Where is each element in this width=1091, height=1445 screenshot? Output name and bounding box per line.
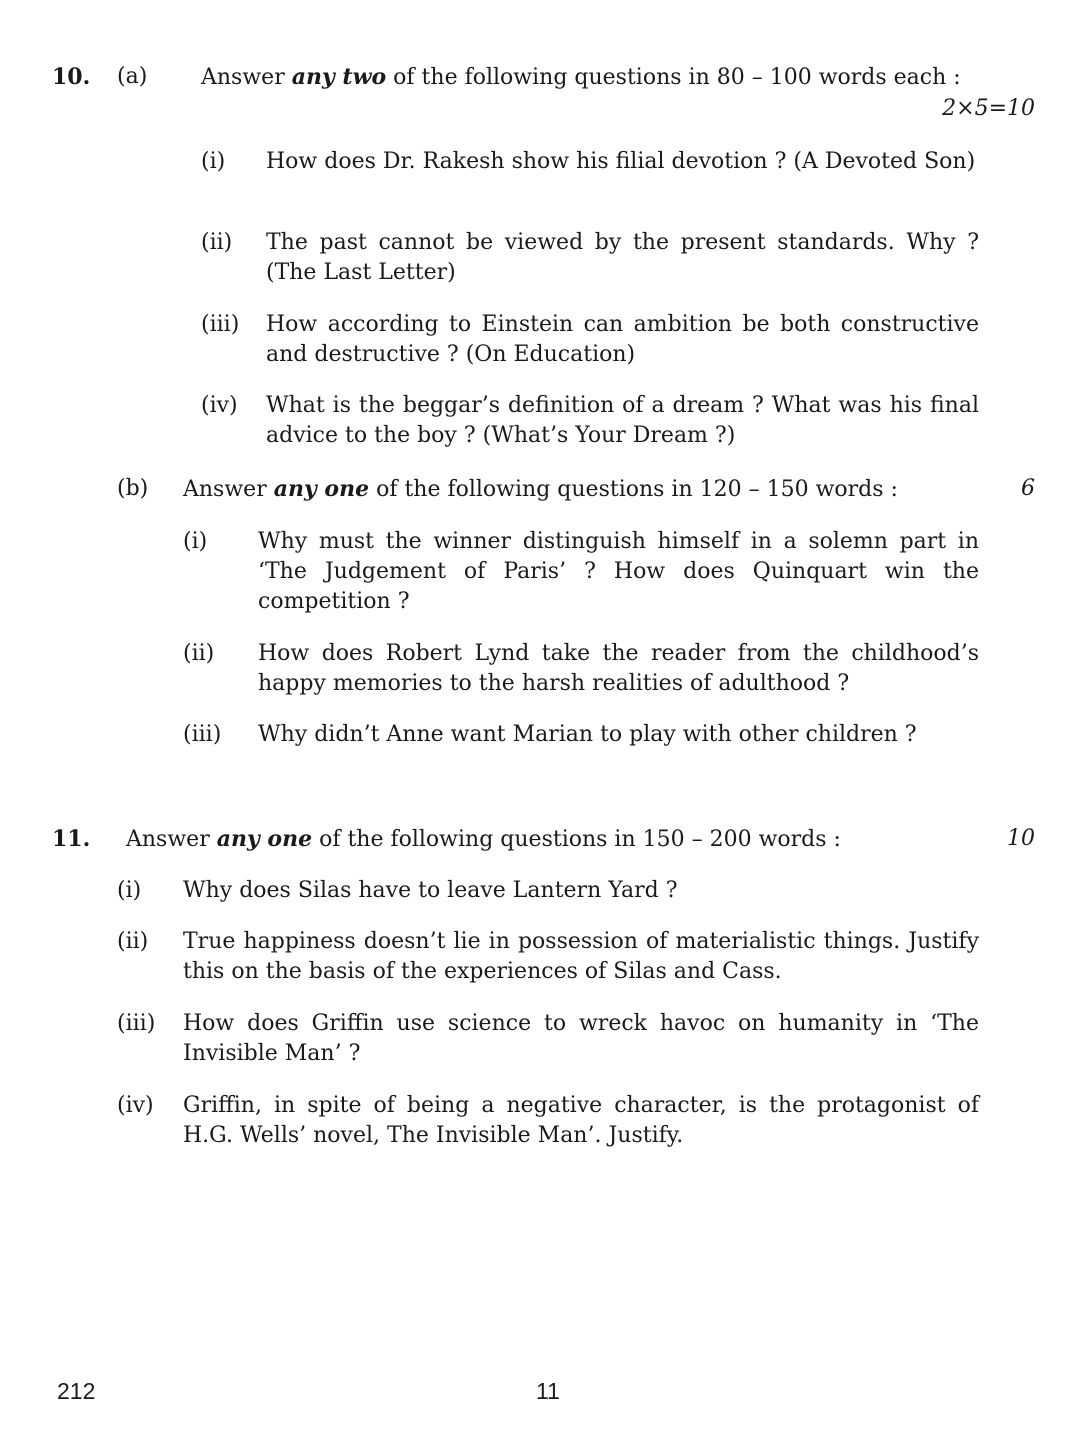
question-11-number: 11. (52, 826, 91, 852)
instruction-emphasis: any one (273, 476, 370, 502)
instruction-text: of the following questions in 150 – 200 words : (312, 827, 841, 852)
sub-question-text: How does Griffin use science to wreck havoc on humanity in ‘The Invisible Man’ ? (183, 1011, 979, 1066)
question-10a-marks: 2×5=10 (942, 96, 1035, 121)
question-10b-marks: 6 (1021, 476, 1035, 501)
sub-question-label: (i) (117, 878, 142, 903)
question-11-instruction (126, 824, 966, 855)
instruction-text: Answer (183, 477, 274, 502)
instruction-emphasis: any one (216, 826, 313, 852)
sub-question-text: The past cannot be viewed by the present standards. Why ? (The Last Letter) (266, 230, 979, 285)
instruction-text: Answer (201, 65, 292, 90)
sub-question-label: (ii) (183, 641, 215, 666)
sub-question-text: Why didn’t Anne want Marian to play with other children ? (258, 722, 917, 747)
instruction-text: of the following questions in 120 – 150 words : (369, 477, 898, 502)
sub-question-label: (iv) (201, 393, 238, 418)
question-10b-instruction (183, 474, 963, 505)
sub-question-text: How does Dr. Rakesh show his filial devotion ? (A Devoted Son) (266, 149, 976, 174)
question-11-marks: 10 (1007, 826, 1035, 851)
question-10-number: 10. (52, 64, 91, 90)
page-number: 11 (536, 1378, 560, 1404)
instruction-text: of the following questions in 80 – 100 words each : (386, 65, 961, 90)
sub-question-text: Why must the winner distinguish himself in a solemn part in ‘The Judgement of Paris’ ? How does Quinquart win the competition ? (258, 529, 979, 614)
question-10a-instruction (201, 62, 979, 93)
sub-question-text: How does Robert Lynd take the reader from the childhood’s happy memories to the harsh realities of adulthood ? (258, 641, 979, 696)
question-10b-label: (b) (117, 476, 149, 501)
sub-question-label: (iii) (201, 312, 240, 337)
sub-question-label: (i) (183, 529, 208, 554)
sub-question-text: How according to Einstein can ambition be both constructive and destructive ? (On Education) (266, 312, 979, 367)
sub-question-label: (iii) (117, 1011, 156, 1036)
sub-question-text: Griffin, in spite of being a negative character, is the protagonist of H.G. Wells’ novel, The Invisible Man’. Justify. (183, 1093, 979, 1148)
sub-question-text: Why does Silas have to leave Lantern Yard ? (183, 878, 678, 903)
question-10a-label: (a) (117, 64, 148, 89)
sub-question-text: What is the beggar’s definition of a dream ? What was his final advice to the boy ? (What’s Your Dream ?) (266, 393, 979, 448)
instruction-text: Answer (126, 827, 217, 852)
paper-code: 212 (57, 1378, 96, 1404)
sub-question-text: True happiness doesn’t lie in possession of materialistic things. Justify this on the basis of the experiences of Silas and Cass. (183, 929, 979, 984)
sub-question-label: (iv) (117, 1093, 154, 1118)
sub-question-label: (i) (201, 149, 226, 174)
sub-question-label: (ii) (201, 230, 233, 255)
sub-question-label: (ii) (117, 929, 149, 954)
sub-question-label: (iii) (183, 722, 222, 747)
instruction-emphasis: any two (291, 64, 387, 90)
